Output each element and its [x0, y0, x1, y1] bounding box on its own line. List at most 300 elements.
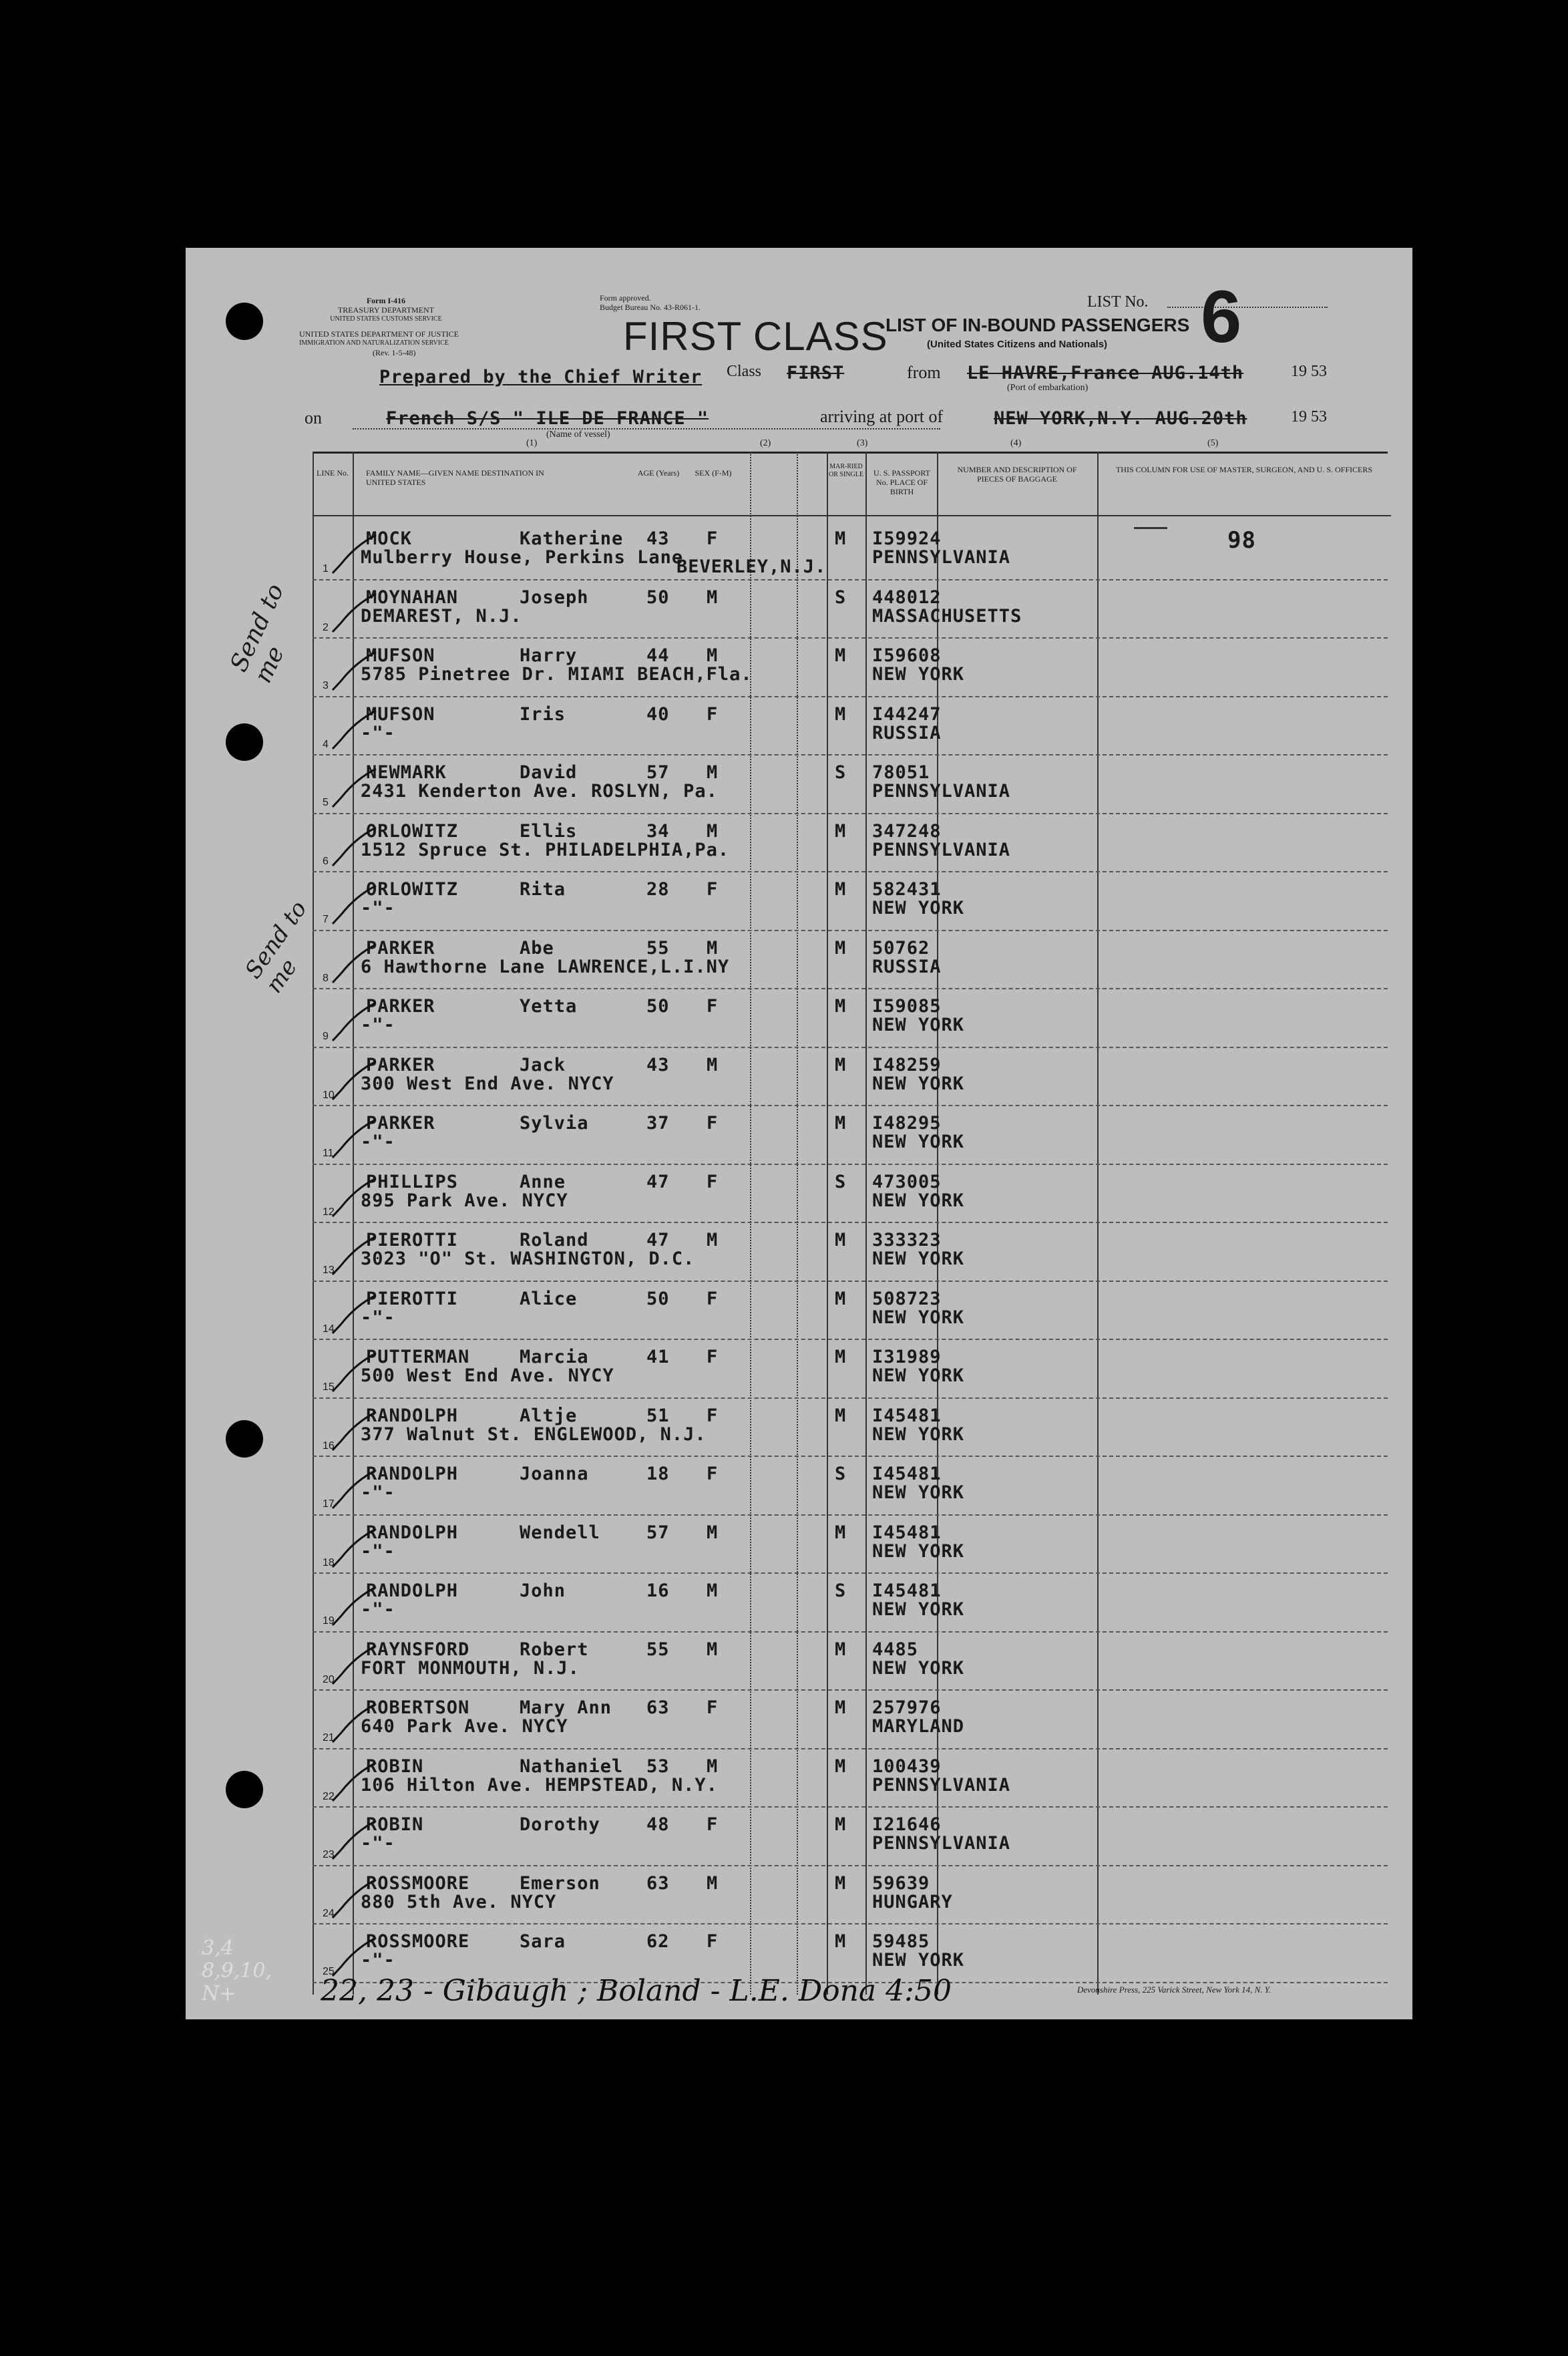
- age: 34: [646, 820, 670, 842]
- check-mark-icon: [329, 1350, 383, 1397]
- list-title: LIST OF IN-BOUND PASSENGERS: [886, 315, 1190, 335]
- marital-status: M: [835, 645, 847, 666]
- passport-number: 78051: [872, 762, 930, 783]
- age: 41: [646, 1347, 670, 1367]
- prepared-by: Prepared by the Chief Writer: [379, 367, 703, 387]
- list-no-label: LIST No.: [1087, 293, 1149, 311]
- check-mark-icon: [329, 1759, 383, 1806]
- destination-line-2: BEVERLEY,N.J.: [676, 556, 827, 577]
- destination: Mulberry House, Perkins Lane: [361, 547, 684, 568]
- col-header-baggage: NUMBER AND DESCRIPTION OF PIECES OF BAGGAGE: [957, 465, 1077, 484]
- family-name: ROBIN: [366, 1814, 424, 1835]
- given-name: Iris: [520, 703, 566, 725]
- marital-status: M: [835, 820, 847, 842]
- table-row: [186, 814, 1412, 873]
- destination: 6 Hawthorne Lane LAWRENCE,L.I.NY: [361, 956, 730, 977]
- sex: F: [707, 703, 719, 725]
- sex: M: [707, 645, 719, 666]
- line-number: 4: [323, 738, 329, 750]
- form-approved: Form approved.: [600, 293, 651, 303]
- age: 28: [646, 879, 670, 900]
- birth-place: HUNGARY: [872, 1891, 953, 1912]
- family-name: RANDOLPH: [366, 1464, 459, 1484]
- check-mark-icon: [329, 999, 383, 1046]
- on-label: on: [305, 408, 322, 428]
- birth-place: NEW YORK: [872, 664, 965, 685]
- birth-place: NEW YORK: [872, 898, 965, 918]
- printer-imprint: Devonshire Press, 225 Varick Street, New York 14, N. Y.: [1077, 1985, 1271, 1995]
- sex: F: [707, 1347, 719, 1367]
- sex: M: [707, 820, 719, 842]
- col-header-married: MAR-RIED OR SINGLE: [829, 463, 863, 478]
- sex: M: [707, 1755, 719, 1777]
- destination: -"-: [361, 1132, 395, 1152]
- line-number: 16: [323, 1440, 335, 1452]
- family-name: PARKER: [366, 937, 435, 959]
- birth-place: PENNSYLVANIA: [872, 1833, 1011, 1854]
- destination: FORT MONMOUTH, N.J.: [361, 1657, 580, 1679]
- line-number: 25: [323, 1966, 335, 1977]
- table-row: [186, 1223, 1412, 1282]
- sex: F: [707, 996, 719, 1017]
- family-name: PARKER: [366, 996, 435, 1017]
- table-row: [186, 1808, 1412, 1866]
- birth-place: PENNSYLVANIA: [872, 1774, 1011, 1796]
- destination: -"-: [361, 1307, 395, 1328]
- age: 40: [646, 703, 670, 725]
- age: 57: [646, 1522, 670, 1543]
- margin-note-bottom-left: 3,4 8,9,10, N+: [202, 1937, 272, 2005]
- destination: 640 Park Ave. NYCY: [361, 1716, 568, 1737]
- age: 50: [646, 996, 670, 1017]
- sex: F: [707, 1464, 719, 1484]
- check-mark-icon: [329, 707, 383, 754]
- birth-place: RUSSIA: [872, 722, 942, 743]
- table-row: [186, 522, 1412, 580]
- table-row: [186, 580, 1412, 639]
- destination: 106 Hilton Ave. HEMPSTEAD, N.Y.: [361, 1774, 718, 1796]
- list-subtitle: (United States Citizens and Nationals): [927, 339, 1108, 350]
- passport-number: 448012: [872, 586, 942, 608]
- family-name: PARKER: [366, 1054, 435, 1075]
- passport-number: 347248: [872, 820, 942, 842]
- col-num-5: (5): [1207, 438, 1219, 448]
- destination: -"-: [361, 1482, 395, 1503]
- vessel-caption: (Name of vessel): [546, 430, 610, 440]
- family-name: ROSSMOORE: [366, 1872, 470, 1894]
- destination: -"-: [361, 722, 395, 743]
- line-number: 15: [323, 1381, 335, 1393]
- given-name: John: [520, 1580, 566, 1601]
- justice-dept: UNITED STATES DEPARTMENT OF JUSTICE: [299, 329, 459, 339]
- age: 18: [646, 1464, 670, 1484]
- destination: 500 West End Ave. NYCY: [361, 1365, 614, 1386]
- line-number: 13: [323, 1265, 335, 1276]
- table-row: [186, 1866, 1412, 1925]
- family-name: ORLOWITZ: [366, 879, 459, 900]
- age: 55: [646, 937, 670, 959]
- table-row: [186, 872, 1412, 931]
- given-name: Yetta: [520, 996, 578, 1017]
- birth-place: NEW YORK: [872, 1073, 965, 1094]
- marital-status: M: [835, 1755, 847, 1777]
- sex: M: [707, 1872, 719, 1894]
- age: 62: [646, 1931, 670, 1952]
- family-name: PHILLIPS: [366, 1171, 459, 1192]
- given-name: Nathaniel: [520, 1755, 624, 1777]
- given-name: Rita: [520, 879, 566, 900]
- table-top-border: [313, 452, 1388, 454]
- marital-status: M: [835, 996, 847, 1017]
- passport-number: 59485: [872, 1931, 930, 1952]
- check-mark-icon: [329, 532, 383, 578]
- birth-place: NEW YORK: [872, 1482, 965, 1503]
- given-name: Roland: [520, 1230, 589, 1250]
- sex: M: [707, 1230, 719, 1250]
- given-name: David: [520, 762, 578, 783]
- age: 37: [646, 1113, 670, 1134]
- port-caption: (Port of embarkation): [1007, 383, 1089, 393]
- age: 44: [646, 645, 670, 666]
- sex: M: [707, 762, 719, 783]
- check-mark-icon: [329, 1526, 383, 1572]
- age: 50: [646, 586, 670, 608]
- marital-status: S: [835, 762, 847, 783]
- age: 53: [646, 1755, 670, 1777]
- marital-status: M: [835, 703, 847, 725]
- family-name: MOCK: [366, 528, 413, 549]
- passport-number: I45481: [872, 1580, 942, 1601]
- sex: M: [707, 586, 719, 608]
- family-name: RANDOLPH: [366, 1522, 459, 1543]
- sex: F: [707, 528, 719, 549]
- line-number: 21: [323, 1732, 335, 1743]
- birth-place: PENNSYLVANIA: [872, 839, 1011, 860]
- check-mark-icon: [329, 1584, 383, 1631]
- line-number: 20: [323, 1673, 335, 1685]
- marital-status: M: [835, 937, 847, 959]
- arriving-value: NEW YORK,N.Y. AUG.20th: [994, 408, 1247, 429]
- line-number: 19: [323, 1615, 335, 1627]
- table-row: [186, 1340, 1412, 1399]
- given-name: Robert: [520, 1639, 589, 1660]
- line-number: 8: [323, 972, 329, 984]
- given-name: Sara: [520, 1931, 566, 1952]
- check-mark-icon: [329, 1175, 383, 1222]
- table-row: [186, 1749, 1412, 1808]
- family-name: ROSSMOORE: [366, 1931, 470, 1952]
- given-name: Marcia: [520, 1347, 589, 1367]
- margin-note-send-2: Send to me: [240, 896, 313, 999]
- birth-place: NEW YORK: [872, 1423, 965, 1445]
- line-number: 11: [323, 1148, 334, 1159]
- birth-place: PENNSYLVANIA: [872, 781, 1011, 802]
- birth-place: NEW YORK: [872, 1248, 965, 1269]
- officer-note: 98: [1227, 527, 1256, 554]
- line-number: 14: [323, 1323, 335, 1335]
- passport-number: I59924: [872, 528, 942, 549]
- check-mark-icon: [329, 1233, 383, 1280]
- check-mark-icon: [329, 766, 383, 812]
- table-row: [186, 1457, 1412, 1516]
- sex: F: [707, 1814, 719, 1835]
- col-header-line: LINE No.: [317, 468, 349, 478]
- col-num-2: (2): [760, 438, 771, 448]
- marital-status: M: [835, 1288, 847, 1309]
- destination: -"-: [361, 1599, 395, 1620]
- line-number: 6: [323, 855, 329, 867]
- list-no-line: [1167, 307, 1328, 308]
- age: 55: [646, 1639, 670, 1660]
- destination: -"-: [361, 898, 395, 918]
- age: 16: [646, 1580, 670, 1601]
- family-name: ORLOWITZ: [366, 820, 459, 842]
- passport-number: I48259: [872, 1054, 942, 1075]
- approval-block: [600, 293, 701, 312]
- line-number: 18: [323, 1556, 335, 1568]
- check-mark-icon: [329, 1818, 383, 1864]
- passport-number: I48295: [872, 1113, 942, 1134]
- birth-place: NEW YORK: [872, 1540, 965, 1562]
- birth-place: MARYLAND: [872, 1716, 965, 1737]
- destination: 1512 Spruce St. PHILADELPHIA,Pa.: [361, 839, 730, 860]
- table-row: [186, 697, 1412, 756]
- destination: 377 Walnut St. ENGLEWOOD, N.J.: [361, 1423, 707, 1445]
- sex: M: [707, 1054, 719, 1075]
- class-value: FIRST: [787, 363, 845, 383]
- passenger-list-sheet: [186, 248, 1412, 2019]
- line-number: 5: [323, 797, 329, 808]
- line-number: 12: [323, 1206, 335, 1218]
- destination: DEMAREST, N.J.: [361, 605, 522, 627]
- class-label: Class: [727, 363, 762, 380]
- marital-status: M: [835, 1522, 847, 1543]
- marital-status: S: [835, 1171, 847, 1192]
- from-year: 19 53: [1291, 363, 1327, 380]
- sex: F: [707, 1288, 719, 1309]
- marital-status: M: [835, 879, 847, 900]
- check-mark-icon: [329, 941, 383, 988]
- destination: 3023 "O" St. WASHINGTON, D.C.: [361, 1248, 695, 1269]
- line-number: 1: [323, 563, 329, 574]
- col-header-passport: U. S. PASSPORT No. PLACE OF BIRTH: [873, 468, 930, 496]
- passport-number: I59085: [872, 996, 942, 1017]
- table-row: [186, 639, 1412, 697]
- given-name: Joseph: [520, 586, 589, 608]
- passport-number: I31989: [872, 1347, 942, 1367]
- punch-hole: [226, 303, 263, 340]
- age: 48: [646, 1814, 670, 1835]
- passport-number: 4485: [872, 1639, 919, 1660]
- line-number: 7: [323, 914, 329, 925]
- birth-place: NEW YORK: [872, 1132, 965, 1152]
- birth-place: NEW YORK: [872, 1599, 965, 1620]
- family-name: PIEROTTI: [366, 1288, 459, 1309]
- passport-number: 59639: [872, 1872, 930, 1894]
- line-number: 17: [323, 1498, 335, 1510]
- marital-status: S: [835, 1580, 847, 1601]
- age: 47: [646, 1171, 670, 1192]
- marital-status: M: [835, 1113, 847, 1134]
- check-mark-icon: [329, 1643, 383, 1689]
- birth-place: NEW YORK: [872, 1365, 965, 1386]
- revision: (Rev. 1-5-48): [373, 348, 416, 357]
- family-name: MUFSON: [366, 703, 435, 725]
- vessel-name: French S/S " ILE DE FRANCE ": [386, 408, 709, 429]
- passport-number: I44247: [872, 703, 942, 725]
- table-row: [186, 1165, 1412, 1224]
- line-number: 9: [323, 1031, 329, 1042]
- table-row: [186, 1691, 1412, 1749]
- table-row: [186, 1516, 1412, 1574]
- table-row: [186, 989, 1412, 1048]
- justice-block: [299, 329, 593, 357]
- sex: F: [707, 1171, 719, 1192]
- passport-number: 50762: [872, 937, 930, 959]
- table-row: [186, 1282, 1412, 1341]
- given-name: Alice: [520, 1288, 578, 1309]
- marital-status: M: [835, 1639, 847, 1660]
- passport-number: I59608: [872, 645, 942, 666]
- family-name: ROBIN: [366, 1755, 424, 1777]
- age: 47: [646, 1230, 670, 1250]
- birth-place: NEW YORK: [872, 1307, 965, 1328]
- line-number: 23: [323, 1849, 335, 1860]
- destination: -"-: [361, 1833, 395, 1854]
- list-number: 6: [1201, 276, 1242, 358]
- marital-status: S: [835, 586, 847, 608]
- age: 50: [646, 1288, 670, 1309]
- customs-service: UNITED STATES CUSTOMS SERVICE: [330, 315, 442, 323]
- check-mark-icon: [329, 1467, 383, 1514]
- col-num-3: (3): [857, 438, 868, 448]
- line-number: 3: [323, 680, 329, 691]
- col-header-officers: THIS COLUMN FOR USE OF MASTER, SURGEON, AND U. S. OFFICERS: [1115, 465, 1373, 474]
- marital-status: M: [835, 1931, 847, 1952]
- family-name: MOYNAHAN: [366, 586, 459, 608]
- col-header-age: AGE (Years): [637, 468, 680, 478]
- treasury-dept: TREASURY DEPARTMENT: [337, 305, 435, 315]
- given-name: Harry: [520, 645, 578, 666]
- passport-number: 100439: [872, 1755, 942, 1777]
- destination: -"-: [361, 1540, 395, 1562]
- check-mark-icon: [329, 1116, 383, 1163]
- sex: M: [707, 1580, 719, 1601]
- given-name: Joanna: [520, 1464, 589, 1484]
- check-mark-icon: [329, 824, 383, 871]
- ins-service: IMMIGRATION AND NATURALIZATION SERVICE: [299, 339, 449, 347]
- age: 51: [646, 1405, 670, 1426]
- passport-number: 473005: [872, 1171, 942, 1192]
- check-mark-icon: [329, 1292, 383, 1339]
- given-name: Dorothy: [520, 1814, 600, 1835]
- destination: 5785 Pinetree Dr. MIAMI BEACH,Fla.: [361, 664, 753, 685]
- passport-number: 333323: [872, 1230, 942, 1250]
- marital-status: M: [835, 1230, 847, 1250]
- form-id-block: [286, 296, 486, 324]
- birth-place: NEW YORK: [872, 1190, 965, 1211]
- family-name: NEWMARK: [366, 762, 447, 783]
- margin-note-send-1: Send to me: [225, 579, 290, 687]
- col-num-1: (1): [526, 438, 538, 448]
- destination: 895 Park Ave. NYCY: [361, 1190, 568, 1211]
- col-header-sex: SEX (F-M): [695, 468, 732, 478]
- sex: F: [707, 1113, 719, 1134]
- sex: F: [707, 1931, 719, 1952]
- vessel-line: [353, 428, 940, 430]
- margin-note-bottom: 22, 23 - Gibaugh ; Boland - L.E. Dona 4:50: [321, 1974, 952, 2008]
- marital-status: M: [835, 1814, 847, 1835]
- given-name: Wendell: [520, 1522, 600, 1543]
- given-name: Mary Ann: [520, 1697, 612, 1718]
- marital-status: M: [835, 528, 847, 549]
- class-title: FIRST CLASS: [623, 314, 888, 359]
- arriving-label: arriving at port of: [820, 407, 944, 426]
- birth-place: NEW YORK: [872, 1657, 965, 1679]
- passport-number: 582431: [872, 879, 942, 900]
- table-row: [186, 931, 1412, 990]
- passport-number: I45481: [872, 1405, 942, 1426]
- arriving-year: 19 53: [1291, 408, 1327, 426]
- table-row: [186, 1633, 1412, 1691]
- family-name: MUFSON: [366, 645, 435, 666]
- passport-number: 257976: [872, 1697, 942, 1718]
- family-name: ROBERTSON: [366, 1697, 470, 1718]
- sex: F: [707, 1697, 719, 1718]
- given-name: Altje: [520, 1405, 578, 1426]
- sex: M: [707, 1639, 719, 1660]
- check-mark-icon: [329, 591, 383, 637]
- table-row: [186, 1106, 1412, 1165]
- birth-place: NEW YORK: [872, 1950, 965, 1971]
- marital-status: M: [835, 1872, 847, 1894]
- marital-status: M: [835, 1054, 847, 1075]
- from-value: LE HAVRE,France AUG.14th: [967, 363, 1244, 383]
- officers-subline: [1097, 515, 1391, 516]
- destination: -"-: [361, 1015, 395, 1035]
- table-row: [186, 1574, 1412, 1633]
- passport-number: I45481: [872, 1464, 942, 1484]
- sex: M: [707, 937, 719, 959]
- line-number: 2: [323, 621, 329, 633]
- check-mark-icon: [329, 1409, 383, 1456]
- birth-place: PENNSYLVANIA: [872, 547, 1011, 568]
- check-mark-icon: [329, 1876, 383, 1923]
- birth-place: RUSSIA: [872, 956, 942, 977]
- form-number: Form I-416: [366, 296, 406, 305]
- check-mark-icon: [329, 649, 383, 695]
- age: 43: [646, 1054, 670, 1075]
- birth-place: MASSACHUSETTS: [872, 605, 1022, 627]
- marital-status: M: [835, 1697, 847, 1718]
- given-name: Abe: [520, 937, 554, 959]
- age: 43: [646, 528, 670, 549]
- destination: 880 5th Ave. NYCY: [361, 1891, 557, 1912]
- given-name: Sylvia: [520, 1113, 589, 1134]
- given-name: Anne: [520, 1171, 566, 1192]
- family-name: PUTTERMAN: [366, 1347, 470, 1367]
- family-name: PIEROTTI: [366, 1230, 459, 1250]
- age: 57: [646, 762, 670, 783]
- family-name: PARKER: [366, 1113, 435, 1134]
- passport-number: I21646: [872, 1814, 942, 1835]
- check-mark-icon: [329, 1058, 383, 1105]
- family-name: RANDOLPH: [366, 1580, 459, 1601]
- check-mark-icon: [329, 1701, 383, 1747]
- passport-number: 508723: [872, 1288, 942, 1309]
- age: 63: [646, 1872, 670, 1894]
- given-name: Ellis: [520, 820, 578, 842]
